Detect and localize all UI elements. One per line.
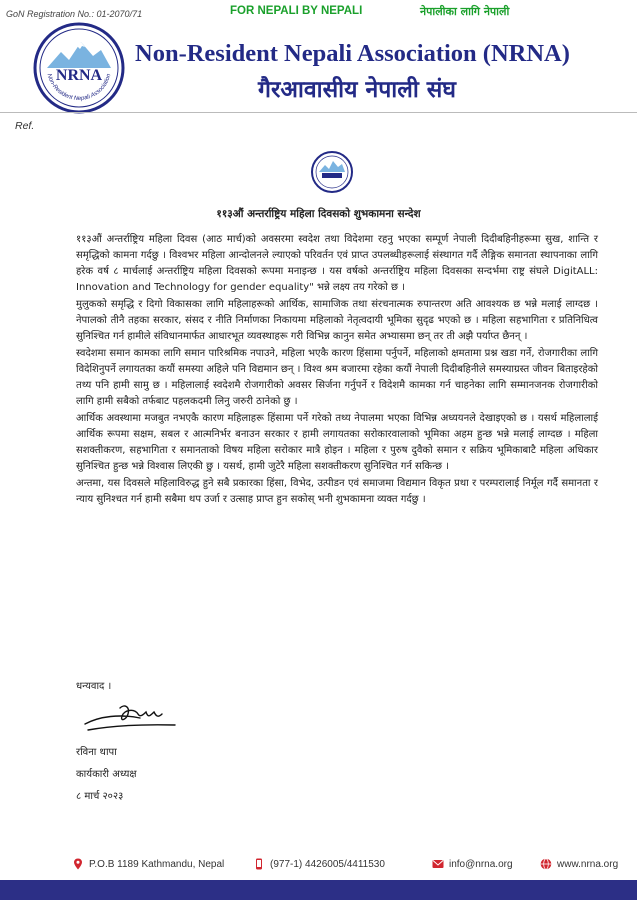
org-title-nepali: गैरआवासीय नेपाली संघ: [258, 77, 456, 103]
footer-website[interactable]: [540, 858, 618, 870]
footer-address: [72, 858, 224, 870]
globe-icon: [540, 858, 552, 870]
paragraph: आर्थिक अवस्थामा मजबुत नभएकै कारण महिलाहरू हिंसामा पर्ने गरेको तथ्य नेपालमा भएका विभिन्न अध्ययनले देखाइएको छ । यसर्थ महिलालाई आर्थिक रूपमा सक्षम, सबल र आत्मनिर्भर बनाउन सरकार र हामी लगायतका सरोकारवालाको भूमिका अहम हुन्छ भन्ने मलाई लाग्दछ । महिला सशक्तीकरण, सहभागिता र समानताको विषय महिला सरोकार मात्रै होइन । महिला र पुरुष दुवैको समान र सक्रिय भूमिकाबाटै महिला अधिकार सुनिश्चित हुन्छ भन्ने विश्वास लिएकी छु । यसर्थ, हामी जुटेरै महिला सशक्तीकरण सुनिश्चित गर्न सकिन्छ ।: [76, 413, 598, 472]
signer-name: रविना थापा: [76, 747, 117, 758]
footer-email[interactable]: [432, 858, 513, 870]
letter-heading: ११३औं अन्तर्राष्ट्रिय महिला दिवसको शुभकामना सन्देश: [216, 208, 421, 220]
org-title-english: Non-Resident Nepali Association (NRNA): [135, 40, 570, 67]
footer-website-link[interactable]: www.nrna.org: [557, 858, 619, 870]
footer-address-text: P.O.B 1189 Kathmandu, Nepal: [89, 858, 225, 870]
logo-ring-text: Non-Resident Nepali Association: [45, 73, 113, 103]
footer-phone-text: (977-1) 4426005/4411530: [270, 858, 385, 870]
paragraph: ११३औं अन्तर्राष्ट्रिय महिला दिवस (आठ मार्च)को अवसरमा स्वदेश तथा विदेशमा रहनु भएका सम्पूर्ण नेपाली दिदीबहिनीहरूमा सुख, शान्ति र समृद्धिको कामना गर्दछु । विश्वभर महिला आन्दोलनले ल्याएको परिवर्तन एवं प्राप्त उपलब्धीहरूलाई संस्थागत गर्दै लैङ्गिक समानता स्थापनाका लागि हरेक वर्ष ८ मार्चलाई अन्तर्राष्ट्रिय महिला दिवसको रूपमा मनाइन्छ । यस वर्षको अन्तर्राष्ट्रिय महिला दिवसका सन्दर्भमा राष्ट्र संघले DigitALL: Innovation and Technology for gender equality" भन्ने लक्ष्य तय गरेको छ ।: [76, 234, 598, 293]
header-divider: [0, 112, 637, 113]
nrna-seal-icon: [310, 150, 354, 194]
slogan-nepali: नेपालीका लागि नेपाली: [420, 5, 510, 18]
logo-text: NRNA: [55, 67, 103, 84]
paragraph: मुलुकको समृद्धि र दिगो विकासका लागि महिलाहरूको आर्थिक, सामाजिक तथा संरचनात्मक रुपान्तरण अति आवश्यक छ भन्ने मलाई लाग्दछ । नेपालको तीनै तहका सरकार, संसद र नीति निर्माणका निकायमा महिलाको नेतृत्वदायी भूमिका सुदृढ भएको छ । महिला सहभागिता र प्रतिनिधित्व सुनिश्चित गर्न हामीले संविधानमार्फत आधारभूत व्यवस्थाहरू गरी विभिन्न कानुन समेत अभ्यासमा छन् तर ती अझै पर्याप्त छैनन् ।: [76, 299, 598, 342]
top-bar: [0, 0, 637, 22]
email-icon: [432, 858, 444, 870]
slogan-english: FOR NEPALI BY NEPALI: [230, 5, 363, 17]
footer-phone: [253, 858, 385, 870]
paragraph: स्वदेशमा समान कामका लागि समान पारिश्रमिक नपाउने, महिला भएकै कारण हिंसामा पर्नुपर्ने, महिलाको क्षमतामा प्रश्न खडा गर्ने, रोजगारीका लागि विदेशिनुपर्ने लगायतका कयौं समस्या अहिले पनि विद्यमान छन् । विश्व श्रम बजारमा रहेका कयौं नेपाली दिदीबहिनीले समस्याग्रस्त जीवन बिताइरहेको तथ्य पनि हामी सामु छ । महिलालाई स्वदेशमै रोजगारीको अवसर सिर्जना गर्नुपर्ने र विदेशमै कामका गर्न चाहनेका लागि सम्मानजनक रोजगारीको लागि हामी सबैको तर्फबाट पहलकदमी लिनु जरुरी ठानेको छु ।: [76, 348, 598, 407]
nrna-logo: [33, 22, 125, 114]
footer-bar: [0, 880, 637, 900]
signature-image: [80, 694, 180, 738]
registration-number: GoN Registration No.: 01-2070/71: [6, 9, 143, 19]
ref-label: Ref.: [15, 120, 35, 132]
footer-email-link[interactable]: info@nrna.org: [449, 858, 513, 870]
phone-icon: [253, 858, 265, 870]
closing-text: धन्यवाद ।: [76, 681, 112, 692]
letter-body: [76, 232, 598, 509]
letter-date: ८ मार्च २०२३: [76, 791, 124, 802]
signer-title: कार्यकारी अध्यक्ष: [76, 769, 137, 780]
location-pin-icon: [72, 858, 84, 870]
footer-contacts: [0, 858, 637, 876]
paragraph: अन्तमा, यस दिवसले महिलाविरुद्ध हुने सबै प्रकारका हिंसा, विभेद, उत्पीडन एवं समाजमा विद्यमान विकृत प्रथा र परम्परालाई निर्मूल गर्दै समानता र न्याय सुनिश्चत गर्न हामी सबैमा थप उर्जा र उत्साह प्राप्त हुन सकोस् भनी शुभकामना व्यक्त गर्दछु ।: [76, 478, 598, 505]
